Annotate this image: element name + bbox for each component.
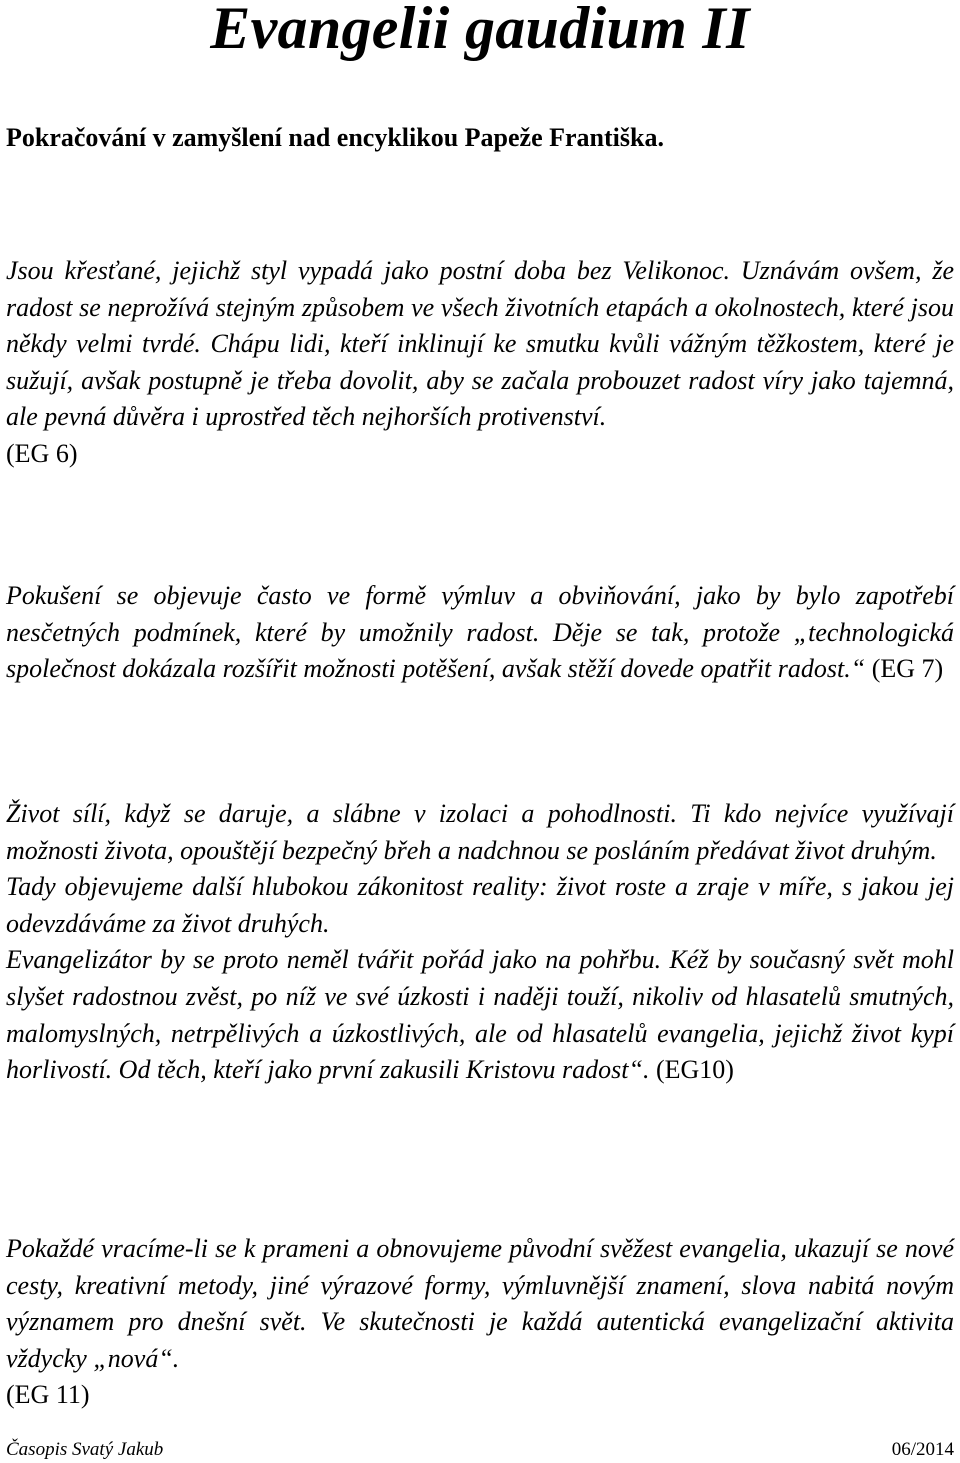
paragraph-2-text: Pokušení se objevuje často ve formě výmluv a obviňování, jako by bylo zapotřebí nesčetných podmínek, které by umožnily radost. Děje se tak, protože „technologická společnost dokázala rozšířit možnosti potěšení, avšak stěží dovede opatřit radost.“	[6, 581, 954, 684]
page-title: Evangelii gaudium II	[210, 0, 750, 61]
footer-issue-date: 06/2014	[891, 1439, 954, 1460]
footer-publication: Časopis Svatý Jakub	[6, 1439, 164, 1460]
paragraph-4-reference: (EG 11)	[6, 1380, 90, 1410]
paragraph-2	[6, 578, 954, 688]
paragraph-3-text-b: Tady objevujeme další hlubokou zákonitost reality: život roste a zraje v míře, s jakou jej odevzdáváme za život druhých.	[6, 872, 954, 938]
paragraph-3-text-a: Život sílí, když se daruje, a slábne v izolaci a pohodlnosti. Ti kdo nejvíce využívají možnosti života, opouštějí bezpečný břeh a nadchnou se posláním předávat život druhým.	[6, 799, 954, 865]
paragraph-1	[6, 253, 954, 473]
document-page	[6, 0, 954, 1463]
paragraph-1-text: Jsou křesťané, jejichž styl vypadá jako postní doba bez Velikonoc. Uznávám ovšem, že radost se neprožívá stejným způsobem ve všech životních etapách a okolnostech, které jsou někdy velmi tvrdé. Chápu lidi, kteří inklinují ke smutku kvůli vážným těžkostem, které je sužují, avšak postupně je třeba dovolit, aby se začala probouzet radost víry jako tajemná, ale pevná důvěra i uprostřed těch nejhorších protivenství.	[6, 256, 954, 432]
paragraph-3-text-c: Evangelizátor by se proto neměl tvářit pořád jako na pohřbu. Kéž by současný svět mohl slyšet radostnou zvěst, po níž ve své úzkosti i naději touží, nikoliv od hlasatelů smutných, malomyslných, netrpělivých a úzkostlivých, ale od hlasatelů evangelia, jejichž život kypí horlivostí. Od těch, kteří jako první zakusili Kristovu radost“.	[6, 945, 954, 1085]
paragraph-1-reference: (EG 6)	[6, 438, 78, 468]
paragraph-3-reference: (EG10)	[655, 1055, 734, 1085]
page-subtitle: Pokračování v zamyšlení nad encyklikou Papeže Františka.	[6, 123, 664, 152]
paragraph-4-text: Pokaždé vracíme-li se k prameni a obnovujeme původní svěžest evangelia, ukazují se nové cesty, kreativní metody, jiné výrazové formy, výmluvnější znamení, slova nabitá novým významem pro dnešní svět. Ve skutečnosti je každá autentická evangelizační aktivita vždycky „nová“.	[6, 1234, 954, 1373]
paragraph-2-reference: (EG 7)	[871, 654, 944, 684]
paragraph-4	[6, 1231, 954, 1414]
paragraph-3	[6, 796, 954, 1089]
